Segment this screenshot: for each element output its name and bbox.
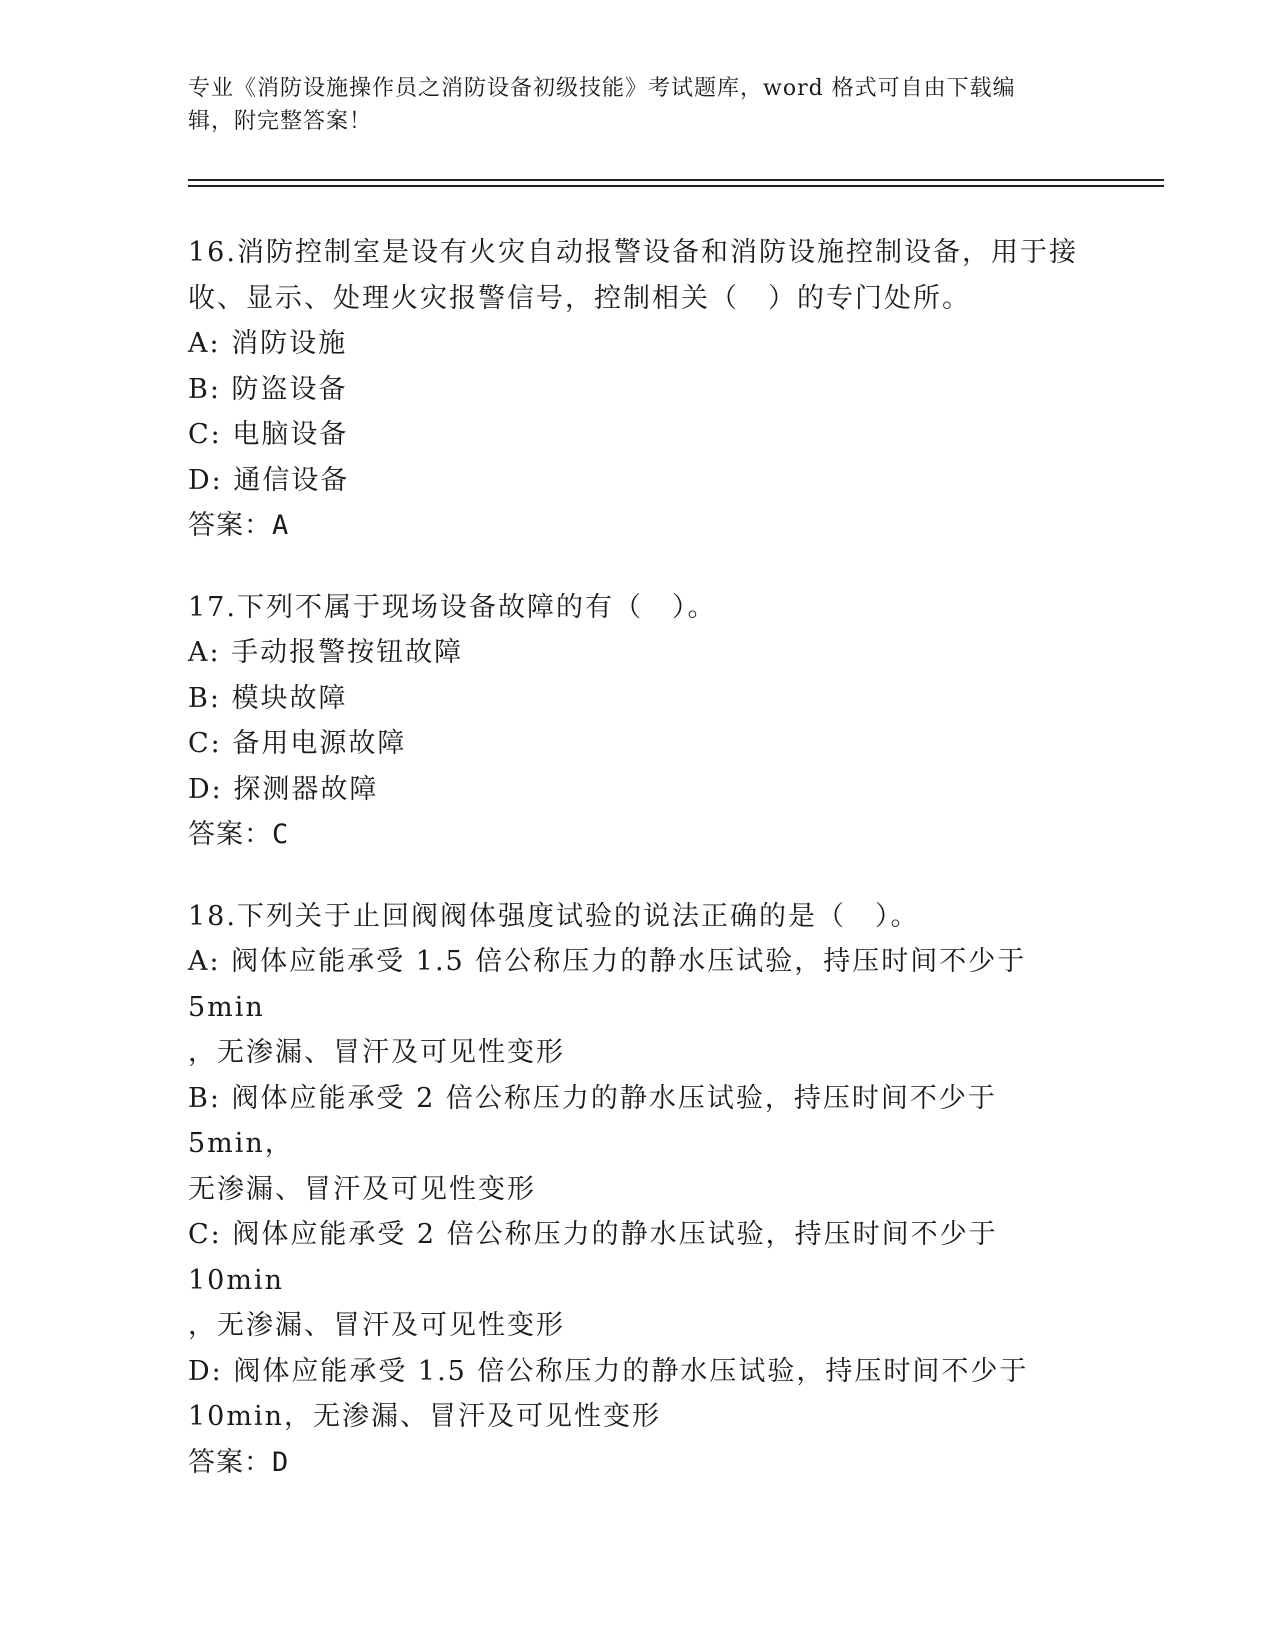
answer-label: 答案： [188, 819, 272, 850]
option-c-continued: ，无渗漏、冒汗及可见性变形 [188, 1310, 565, 1341]
question-stem: 18.下列关于止回阀阀体强度试验的说法正确的是（ ）。 [188, 900, 920, 932]
answer-line [188, 812, 1088, 858]
question-18 [188, 894, 1088, 1486]
option-d: D: 阀体应能承受 1.5 倍公称压力的静水压试验，持压时间不少于 [188, 1355, 1029, 1387]
question-16 [188, 230, 1088, 549]
answer-value: A [272, 510, 290, 541]
header-divider-top [188, 179, 1164, 181]
option-b: B: 防盗设备 [188, 373, 348, 405]
answer-label: 答案： [188, 1446, 272, 1478]
option-a: A: 手动报警按钮故障 [188, 637, 464, 668]
answer-line [188, 503, 1088, 549]
question-stem: 17.下列不属于现场设备故障的有（ ）。 [188, 591, 717, 623]
option-b-continued: 无渗漏、冒汗及可见性变形 [188, 1173, 536, 1205]
option-b: B: 模块故障 [188, 682, 348, 714]
question-stem: 收、显示、处理火灾报警信号，控制相关（ ）的专门处所。 [188, 282, 971, 314]
answer-label: 答案： [188, 510, 272, 541]
option-a-continued: ，无渗漏、冒汗及可见性变形 [188, 1037, 565, 1068]
answer-value: D [272, 1446, 290, 1478]
option-a: A: 消防设施 [188, 328, 348, 359]
answer-value: C [272, 819, 290, 850]
document-header [188, 72, 1068, 138]
answer-line [188, 1440, 1088, 1486]
header-line-2: 辑，附完整答案！ [188, 109, 373, 134]
option-d: D: 探测器故障 [188, 773, 379, 805]
option-a: A: 阀体应能承受 1.5 倍公称压力的静水压试验，持压时间不少于 5min [188, 946, 1037, 1023]
option-b: B: 阀体应能承受 2 倍公称压力的静水压试验，持压时间不少于 5min， [188, 1082, 1008, 1159]
option-d: D: 通信设备 [188, 464, 350, 496]
option-c: C: 阀体应能承受 2 倍公称压力的静水压试验，持压时间不少于 10min [188, 1219, 1009, 1296]
question-stem: 16.消防控制室是设有火灾自动报警设备和消防设施控制设备，用于接 [188, 237, 1078, 268]
question-list [188, 230, 1088, 1521]
question-17 [188, 585, 1088, 858]
option-c: C: 备用电源故障 [188, 728, 407, 759]
header-divider-bottom [188, 185, 1164, 187]
option-c: C: 电脑设备 [188, 419, 349, 450]
header-line-1: 专业《消防设施操作员之消防设备初级技能》考试题库，word 格式可自由下载编 [188, 76, 1016, 101]
option-d-continued: 10min，无渗漏、冒汗及可见性变形 [188, 1401, 661, 1432]
